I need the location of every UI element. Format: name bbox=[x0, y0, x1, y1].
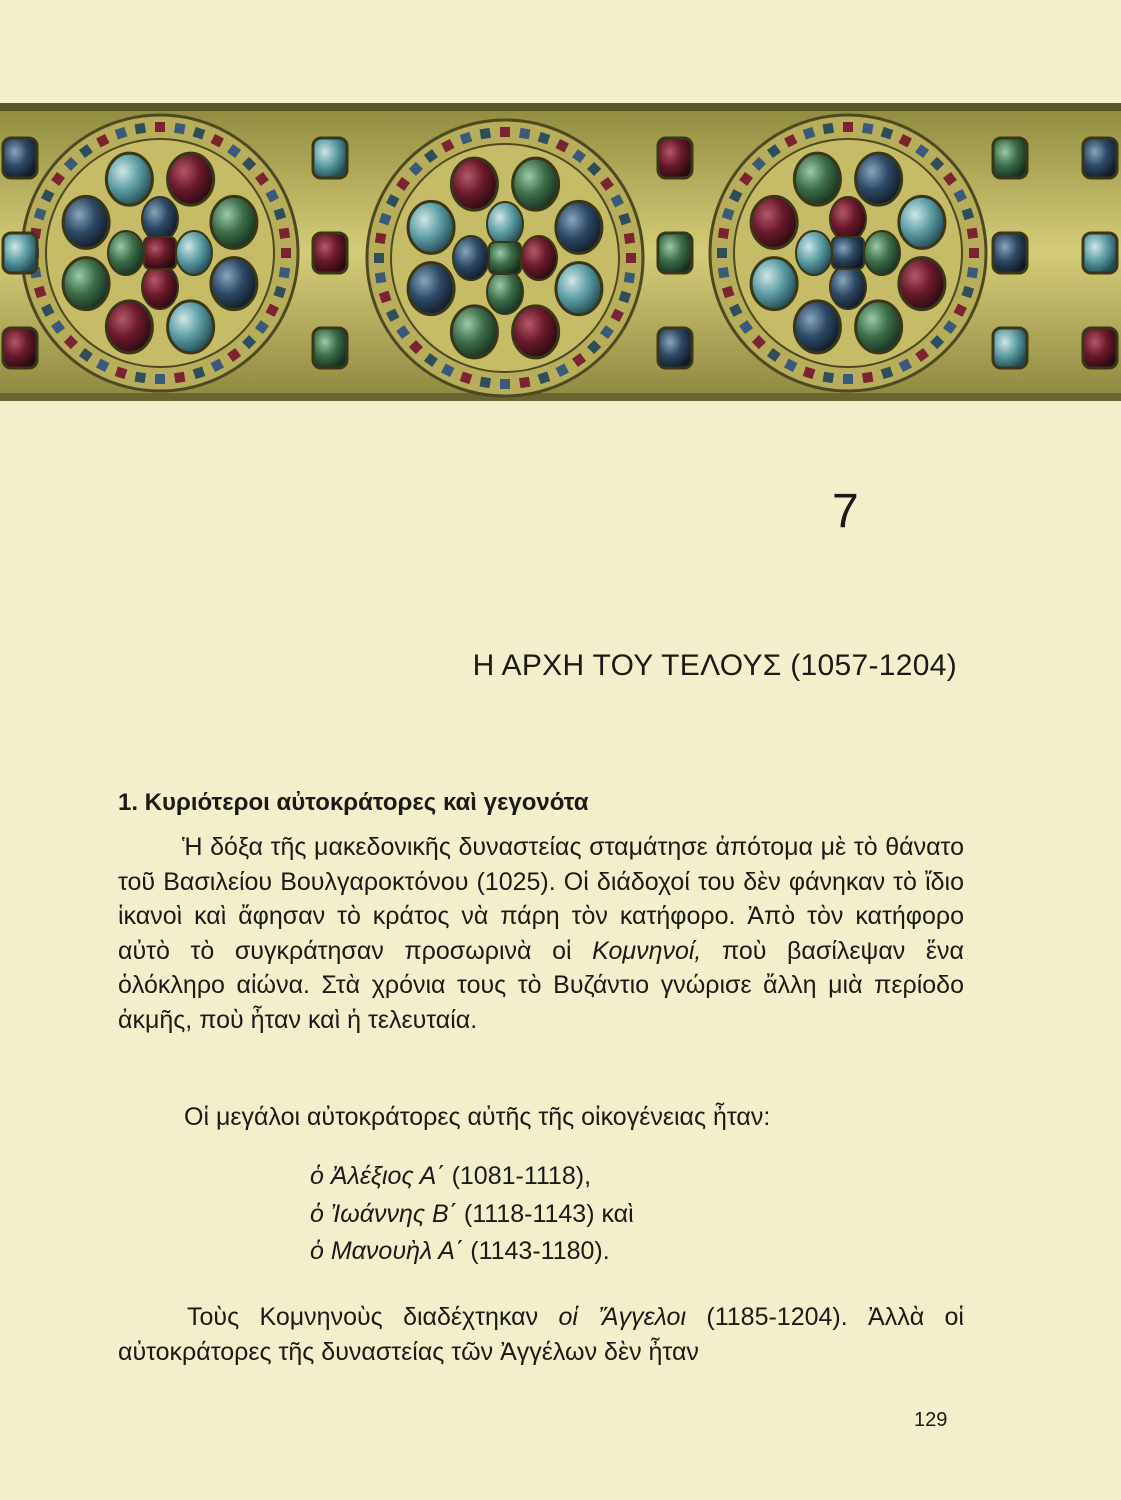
gem bbox=[211, 196, 257, 248]
enamel-cell bbox=[843, 122, 853, 132]
page-number: 129 bbox=[914, 1409, 948, 1431]
gem bbox=[856, 153, 902, 205]
gem bbox=[106, 301, 152, 353]
enamel-cell bbox=[969, 248, 979, 258]
gem bbox=[176, 231, 212, 275]
enamel-cell bbox=[823, 123, 834, 134]
emperor-item bbox=[310, 1196, 634, 1234]
medallion bbox=[710, 115, 986, 391]
gem bbox=[521, 236, 557, 280]
gem bbox=[830, 265, 866, 309]
paragraph-text: (1185-1204). Ἀλλὰ οἱ αὐτοκράτορες τῆς δυναστείας τῶν Ἀγγέλων δὲν ἦταν bbox=[118, 1303, 964, 1366]
enamel-cell bbox=[374, 253, 384, 263]
enamel-cell bbox=[519, 128, 530, 139]
emperor-list bbox=[310, 1158, 634, 1271]
emperor-dates: (1143-1180). bbox=[463, 1237, 610, 1265]
spacer-gem bbox=[1083, 328, 1117, 368]
center-gem bbox=[144, 237, 176, 269]
enamel-cell bbox=[500, 379, 510, 389]
gem bbox=[864, 231, 900, 275]
gem bbox=[106, 153, 152, 205]
enamel-cell bbox=[135, 123, 146, 134]
enamel-cell bbox=[624, 272, 635, 283]
enamel-cell bbox=[862, 123, 873, 134]
spacer-gem bbox=[993, 233, 1027, 273]
enamel-cell bbox=[279, 267, 290, 278]
gem bbox=[794, 301, 840, 353]
medallion bbox=[22, 115, 298, 391]
paragraph-text: Τοὺς Κομνηνοὺς διαδέχτηκαν bbox=[187, 1303, 559, 1331]
enamel-cell bbox=[155, 374, 165, 384]
spacer-gem bbox=[3, 328, 37, 368]
jeweled-ornament-banner bbox=[0, 103, 1121, 401]
spacer-gem bbox=[3, 138, 37, 178]
italic-term: οἱ Ἄγγελοι bbox=[558, 1303, 687, 1331]
emperor-dates: (1118-1143) καὶ bbox=[456, 1199, 634, 1228]
gem bbox=[513, 306, 559, 358]
enamel-cell bbox=[718, 228, 729, 239]
gem bbox=[63, 258, 109, 310]
gem bbox=[108, 231, 144, 275]
gem bbox=[556, 263, 602, 315]
gem bbox=[451, 306, 497, 358]
enamel-cell bbox=[480, 128, 491, 139]
enamel-cell bbox=[967, 228, 978, 239]
spacer-gem bbox=[1083, 138, 1117, 178]
medallion bbox=[367, 120, 643, 396]
gem bbox=[168, 301, 214, 353]
gem bbox=[751, 196, 797, 248]
emperor-name: ὁ Ἀλέξιος Α΄ bbox=[310, 1162, 445, 1190]
gem bbox=[408, 263, 454, 315]
enamel-cell bbox=[717, 248, 727, 258]
chapter-number: 7 bbox=[832, 485, 859, 538]
gem bbox=[899, 196, 945, 248]
paragraph-text: ποὺ βασίλεψαν ἕνα ὁλόκληρο αἰώνα. Στὰ χρόνια τους τὸ Βυζάντιο γνώρισε ἄλλη μιὰ περίοδο ἀκμῆς, ποὺ ἦταν καὶ ἡ τελευταία. bbox=[118, 936, 964, 1034]
enamel-cell bbox=[375, 233, 386, 244]
spacer-gem bbox=[313, 328, 347, 368]
enamel-cell bbox=[174, 123, 185, 134]
gem bbox=[513, 158, 559, 210]
enamel-cell bbox=[279, 228, 290, 239]
section-heading: 1. Κυριότεροι αὐτοκράτορες καὶ γεγονότα bbox=[118, 789, 589, 816]
spacer-gem bbox=[313, 138, 347, 178]
emperor-name: ὁ Μανουὴλ Α΄ bbox=[310, 1237, 464, 1265]
emperor-item bbox=[310, 1158, 634, 1196]
center-gem bbox=[832, 237, 864, 269]
gem bbox=[796, 231, 832, 275]
enamel-cell bbox=[626, 253, 636, 263]
enamel-cell bbox=[823, 372, 834, 383]
spacer-gem bbox=[993, 138, 1027, 178]
enamel-cell bbox=[624, 233, 635, 244]
gem bbox=[794, 153, 840, 205]
emperor-dates: (1081-1118), bbox=[444, 1162, 592, 1190]
paragraph-intro bbox=[118, 830, 964, 1037]
enamel-cell bbox=[862, 372, 873, 383]
chapter-title: Η ΑΡΧΗ ΤΟΥ ΤΕΛΟΥΣ (1057-1204) bbox=[472, 649, 957, 682]
enamel-cell bbox=[174, 372, 185, 383]
gem bbox=[168, 153, 214, 205]
enamel-cell bbox=[843, 374, 853, 384]
enamel-cell bbox=[375, 272, 386, 283]
enamel-cell bbox=[967, 267, 978, 278]
italic-term: Κομνηνοί, bbox=[592, 936, 702, 965]
paragraph-text: Οἱ μεγάλοι αὐτοκράτορες αὐτῆς τῆς οἰκογένειας ἦταν: bbox=[184, 1103, 771, 1131]
gem bbox=[451, 158, 497, 210]
gem bbox=[487, 202, 523, 246]
paragraph-angeloi bbox=[118, 1300, 964, 1369]
gem bbox=[142, 265, 178, 309]
gem bbox=[408, 201, 454, 253]
enamel-cell bbox=[281, 248, 291, 258]
emperor-item bbox=[310, 1233, 634, 1271]
enamel-cell bbox=[480, 377, 491, 388]
paragraph-text: Ἡ δόξα τῆς μακεδονικῆς δυναστείας σταμάτησε ἀπότομα μὲ τὸ θάνατο τοῦ Βασιλείου Βουλγαροκτόνου (1025). Οἱ διάδοχοί του δὲν φάνηκαν τὸ ἴδιο ἱκανοὶ καὶ ἄφησαν τὸ κράτος νὰ πάρη τὸν κατήφορο. Ἀπὸ τὸν κατήφορο αὐτὸ τὸ συγκράτησαν προσωρινὰ οἱ bbox=[118, 833, 964, 965]
gem bbox=[751, 258, 797, 310]
gem bbox=[453, 236, 489, 280]
gem bbox=[899, 258, 945, 310]
enamel-cell bbox=[500, 127, 510, 137]
spacer-gem bbox=[658, 138, 692, 178]
enamel-cell bbox=[135, 372, 146, 383]
spacer-gem bbox=[658, 328, 692, 368]
paragraph-emperors-intro bbox=[118, 1100, 964, 1135]
spacer-gem bbox=[313, 233, 347, 273]
spacer-gem bbox=[658, 233, 692, 273]
enamel-cell bbox=[519, 377, 530, 388]
spacer-gem bbox=[3, 233, 37, 273]
emperor-name: ὁ Ἰωάννης Β΄ bbox=[310, 1199, 457, 1228]
gem bbox=[856, 301, 902, 353]
spacer-gem bbox=[993, 328, 1027, 368]
gem bbox=[556, 201, 602, 253]
gem bbox=[142, 197, 178, 241]
gem bbox=[830, 197, 866, 241]
enamel-cell bbox=[155, 122, 165, 132]
gem bbox=[211, 258, 257, 310]
center-gem bbox=[489, 242, 521, 274]
gem bbox=[487, 270, 523, 314]
gem bbox=[63, 196, 109, 248]
enamel-cell bbox=[718, 267, 729, 278]
spacer-gem bbox=[1083, 233, 1117, 273]
